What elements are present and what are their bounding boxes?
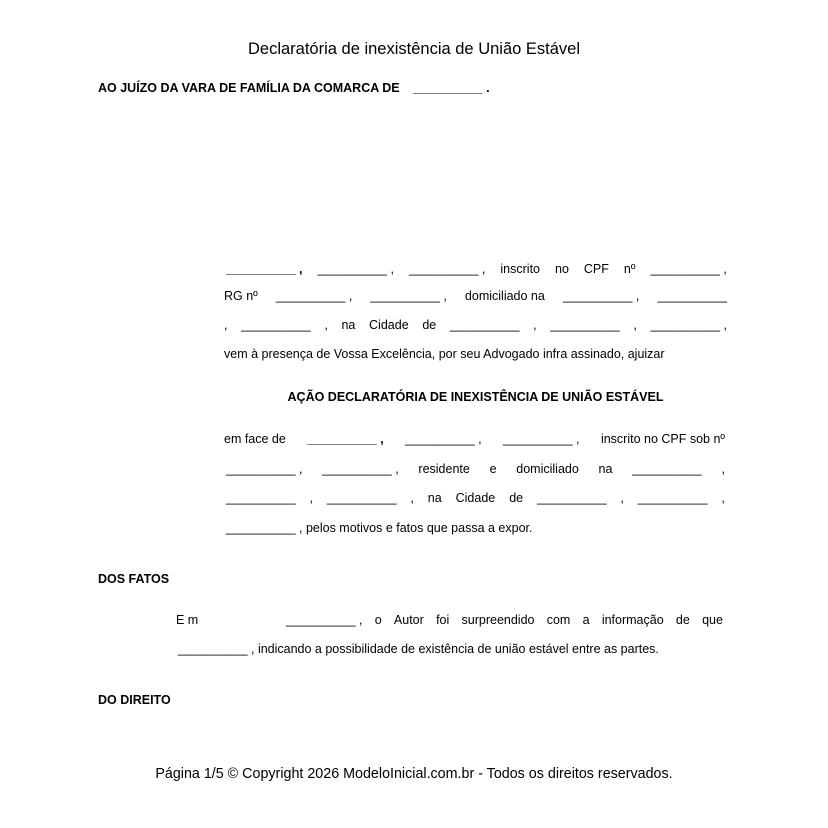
section-law-heading: DO DIREITO: [98, 693, 171, 707]
defendant-line-3: [226, 491, 725, 505]
page-footer: Página 1/5 © Copyright 2026 ModeloInicial.com.br - Todos os direitos reservados.: [155, 766, 673, 782]
text-word: domiciliado: [516, 462, 579, 476]
text-word: E m: [176, 613, 199, 627]
facts-line-2: __________ , indicando a possibilidade de existência de união estável entre as partes.: [178, 642, 659, 656]
text-word: ,: [224, 318, 228, 332]
text-word: o: [374, 613, 382, 627]
plaintiff-line-1: [226, 262, 727, 276]
blank-field: __________ ,: [226, 462, 303, 476]
blank-field: __________ ,: [405, 432, 482, 446]
blank-field: __________ ,: [370, 289, 447, 303]
text-word: em face de: [224, 432, 286, 446]
blank-field: __________: [241, 318, 311, 332]
blank-field: __________ ,: [650, 262, 727, 276]
text-word: inscrito: [500, 262, 540, 276]
blank-field: __________ ,: [503, 432, 580, 446]
text-word: foi: [436, 613, 450, 627]
blank-field: __________ ,: [650, 318, 727, 332]
text-word: na: [598, 462, 613, 476]
text-word: a: [582, 613, 590, 627]
text-word: de: [422, 318, 437, 332]
text-word: na: [427, 491, 442, 505]
text-word: Cidade: [455, 491, 496, 505]
text-word: ,: [633, 318, 637, 332]
blank-field: __________ ,: [408, 262, 486, 276]
blank-field: __________ ,: [562, 289, 640, 303]
text-word: na: [341, 318, 356, 332]
text-word: CPF: [583, 262, 609, 276]
text-word: Autor: [393, 613, 424, 627]
text-word: de: [675, 613, 690, 627]
facts-line-1-rest: [286, 613, 723, 627]
text-word: e: [489, 462, 497, 476]
text-word: ,: [410, 491, 414, 505]
text-word: domiciliado na: [464, 289, 545, 303]
blank-field: __________ ,: [226, 262, 303, 276]
blank-field: __________ ,: [275, 289, 353, 303]
blank-field: __________: [657, 289, 727, 303]
text-word: nº: [623, 262, 636, 276]
text-word: residente: [418, 462, 470, 476]
text-word: RG nº: [224, 289, 258, 303]
text-word: inscrito no CPF sob nº: [600, 432, 725, 446]
text-word: ,: [721, 491, 725, 505]
blank-field: __________: [637, 491, 708, 505]
text-word: ,: [721, 462, 725, 476]
blank-field: __________ ,: [317, 262, 394, 276]
court-address: [98, 81, 490, 95]
court-blank: __________ .: [413, 81, 490, 95]
blank-field: __________: [537, 491, 607, 505]
blank-field: __________: [632, 462, 702, 476]
blank-field: __________ ,: [307, 432, 384, 446]
blank-field: __________ ,: [286, 613, 363, 627]
blank-field: __________ ,: [322, 462, 399, 476]
blank-field: __________: [226, 491, 296, 505]
text-word: no: [555, 262, 569, 276]
document-title: Declaratória de inexistência de União Estável: [247, 40, 580, 58]
defendant-line-4: __________ , pelos motivos e fatos que passa a expor.: [226, 521, 533, 535]
text-word: de: [509, 491, 524, 505]
text-word: informação: [601, 613, 664, 627]
action-title: AÇÃO DECLARATÓRIA DE INEXISTÊNCIA DE UNIÃO ESTÁVEL: [287, 390, 664, 404]
court-address-text: AO JUÍZO DA VARA DE FAMÍLIA DA COMARCA DE: [98, 81, 400, 95]
defendant-line-2: [226, 462, 725, 476]
text-word: ,: [324, 318, 328, 332]
blank-field: __________: [326, 491, 397, 505]
text-word: ,: [533, 318, 537, 332]
section-facts-heading: DOS FATOS: [98, 572, 170, 586]
text-word: ,: [620, 491, 624, 505]
plaintiff-line-4: vem à presença de Vossa Excelência, por seu Advogado infra assinado, ajuizar: [224, 347, 665, 361]
defendant-line-1: [224, 432, 725, 446]
plaintiff-line-3: [224, 318, 727, 332]
text-word: com: [546, 613, 571, 627]
plaintiff-line-2: [224, 289, 727, 303]
text-word: surpreendido: [461, 613, 535, 627]
facts-line-1: [176, 613, 723, 627]
blank-field: __________: [550, 318, 620, 332]
text-word: ,: [309, 491, 313, 505]
text-word: que: [702, 613, 723, 627]
text-word: Cidade: [369, 318, 409, 332]
blank-field: __________: [449, 318, 520, 332]
